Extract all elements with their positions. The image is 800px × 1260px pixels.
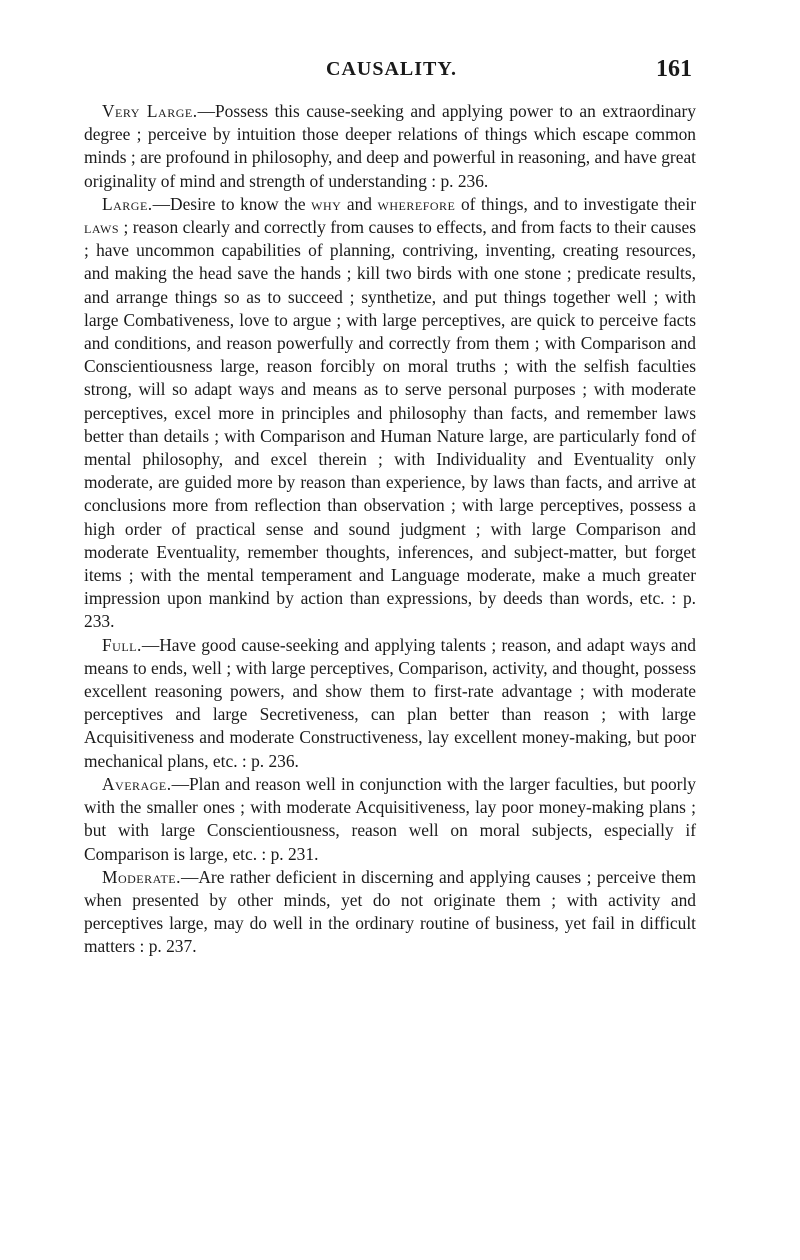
paragraph-moderate — [84, 866, 696, 959]
paragraph-average — [84, 773, 696, 866]
page-number: 161 — [656, 56, 692, 82]
emphasis-word: why — [311, 193, 342, 214]
paragraph-text: —Are rather deficient in discerning and applying causes ; perceive them when presented by other minds, yet do not originate them ; with activity and perceptives large, may do well in the ordinary routine of business, yet fail in difficult matters : p. 237. — [84, 866, 696, 957]
degree-label: Average. — [102, 773, 172, 794]
body-text — [84, 100, 696, 959]
paragraph-text: —Possess this cause-seeking and applying power to an extraordinary degree ; perceive by intuition those deeper relations of things which escape common minds ; are profound in philosophy, and deep and powerful in reasoning, and have great originality of mind and strength of understanding : p. 236. — [84, 101, 696, 191]
paragraph-very-large — [84, 100, 696, 193]
paragraph-full — [84, 634, 696, 773]
degree-label: Large. — [102, 193, 153, 214]
paragraph-text: —Desire to know the — [152, 193, 312, 214]
emphasis-word: laws — [84, 217, 120, 238]
paragraph-text: of things, and to investigate their — [455, 193, 696, 214]
paragraph-text: ; reason clearly and correctly from causes to effects, and from facts to their causes ; have uncommon capabilities of planning, contriving, inventing, creating resources, and making the head save the hands ; kill two birds with one stone ; predicate results, and arrange things so as to succeed ; synthetize, and put things together well ; with large Combativeness, love to argue ; with large perceptives, are quick to perceive facts and conditions, and reason powerfully and correctly from them ; with Comparison and Conscientiousness large, reason forcibly on moral truths ; with the selfish faculties strong, will so adapt ways and means as to serve personal purposes ; with moderate perceptives, excel more in principles and philosophy than facts, and remember laws better than details ; with Comparison and Human Nature large, are particularly fond of mental philosophy, and excel therein ; with Individuality and Eventuality only moderate, are guided more by reason than experience, by laws than facts, and arrive at conclusions more from reflection than observation ; with large perceptives, possess a high order of practical sense and sound judgment ; with large Comparison and moderate Eventuality, remember thoughts, inferences, and subject-matter, but forget items ; with the mental temperament and Language moderate, make a much greater impression upon mankind by action than expressions, by deeds than words, etc. : p. 233. — [84, 217, 696, 632]
paragraph-large — [84, 193, 696, 634]
degree-label: Full. — [102, 634, 142, 655]
paragraph-text: —Plan and reason well in conjunction with the larger faculties, but poorly with the smaller ones ; with moderate Acquisitiveness, lay poor money-making plans ; but with large Conscientiousness, reason well on moral subjects, especially if Comparison is large, etc. : p. 231. — [84, 773, 696, 864]
paragraph-text: and — [341, 193, 378, 214]
paragraph-text: —Have good cause-seeking and applying talents ; reason, and adapt ways and means to ends, well ; with large perceptives, Comparison, activity, and thought, possess excellent reasoning powers, and show them to first-rate advantage ; with moderate perceptives and large Secretiveness, can plan better than reason ; with large Acquisitiveness and moderate Constructiveness, lay excellent money-making, but poor mechanical plans, etc. : p. 236. — [84, 634, 696, 771]
degree-label: Moderate. — [102, 866, 181, 887]
running-head — [0, 58, 800, 88]
running-title: CAUSALITY. — [326, 58, 457, 80]
emphasis-word: wherefore — [377, 193, 456, 214]
degree-label: Very Large. — [102, 101, 198, 121]
